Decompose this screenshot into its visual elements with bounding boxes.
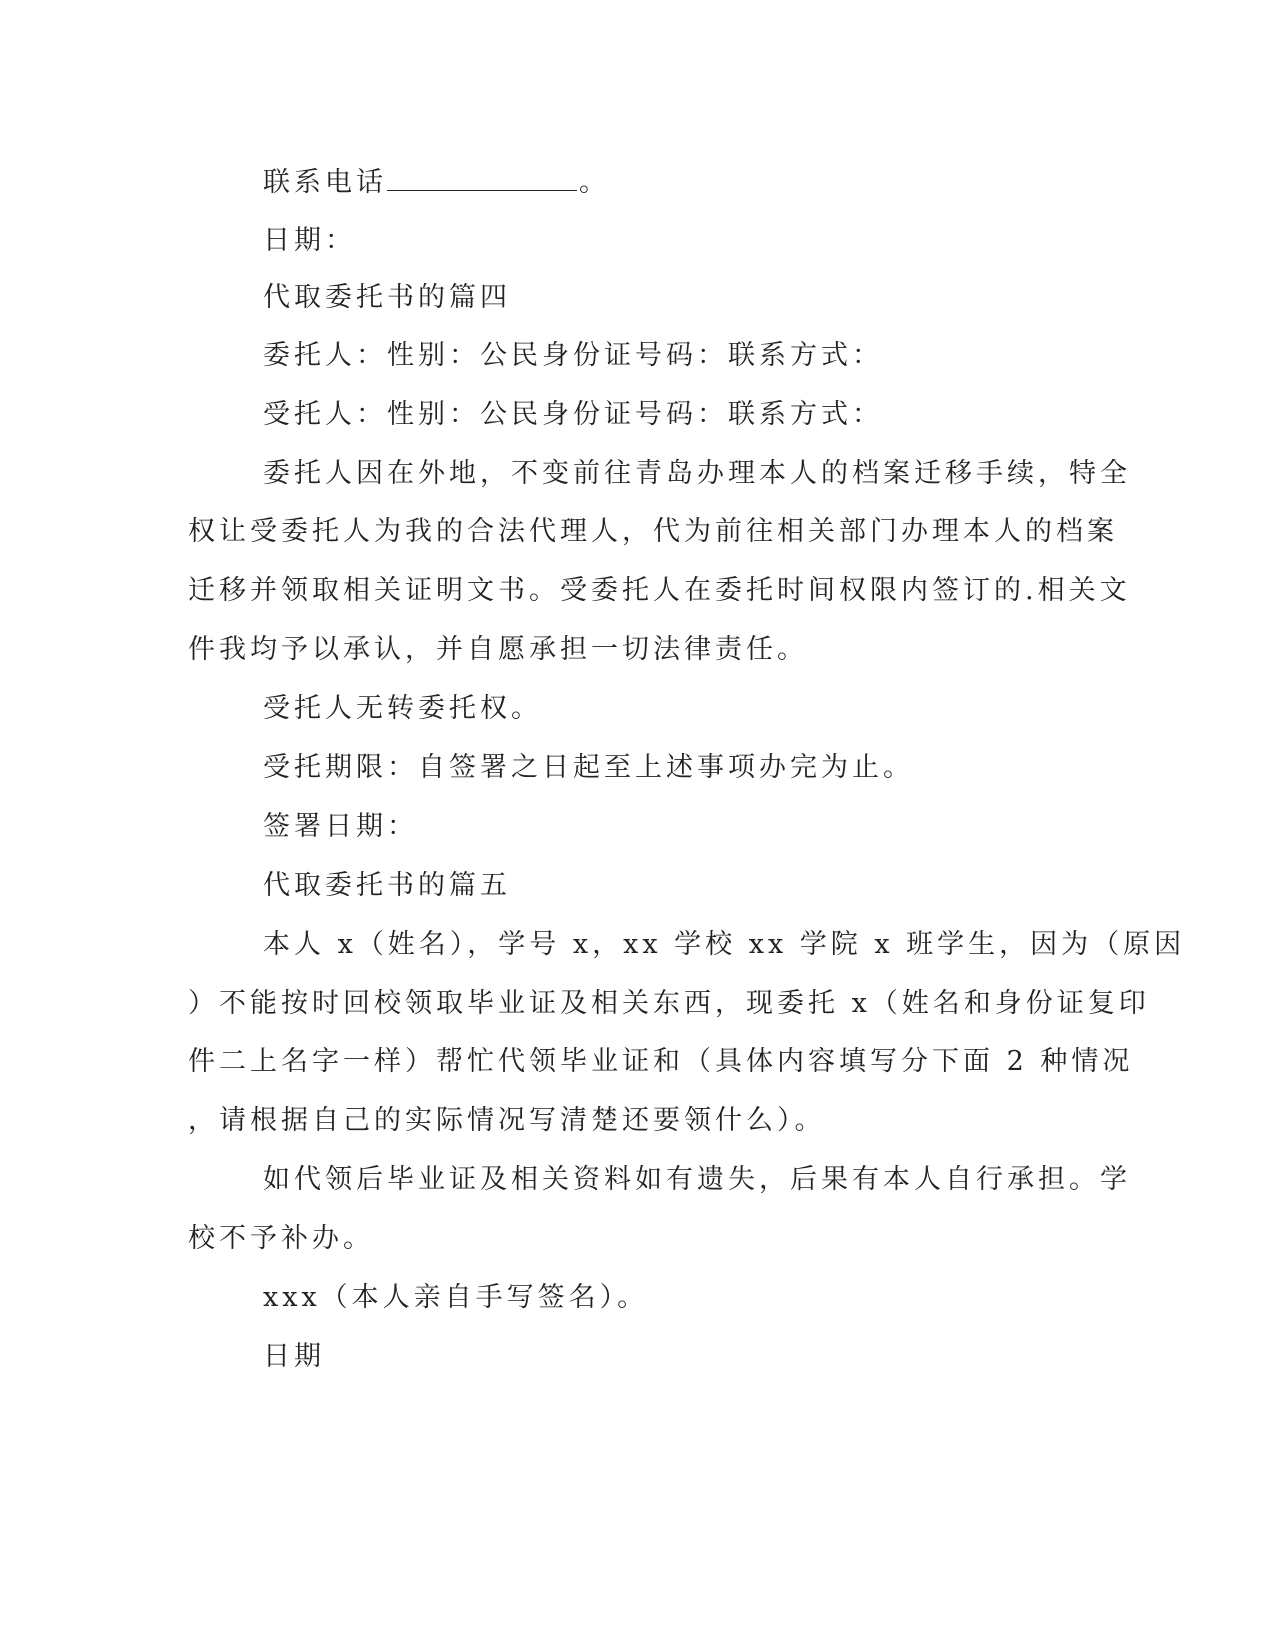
section5-line-1: 本人 x（姓名），学号 x，xx 学校 xx 学院 x 班学生，因为（原因 (263, 929, 1186, 960)
body-line-1: 委托人因在外地，不变前往青岛办理本人的档案迁移手续，特全 (263, 458, 1131, 489)
signature-line: xxx（本人亲自手写签名）。 (263, 1282, 649, 1313)
date-label-2: 日期 (263, 1341, 325, 1372)
sign-date-line: 签署日期： (263, 811, 418, 842)
loss-line-2: 校不予补办。 (188, 1223, 374, 1254)
section5-line-3: 件二上名字一样）帮忙代领毕业证和（具体内容填写分下面 2 种情况 (188, 1046, 1134, 1077)
term-line: 受托期限：自签署之日起至上述事项办完为止。 (263, 752, 914, 783)
date-label-1: 日期： (263, 225, 356, 256)
contact-phone-end: 。 (579, 167, 610, 198)
loss-line-1: 如代领后毕业证及相关资料如有遗失，后果有本人自行承担。学 (263, 1164, 1131, 1195)
body-line-4: 件我均予以承认，并自愿承担一切法律责任。 (188, 634, 808, 665)
agent-line: 受托人：性别：公民身份证号码：联系方式： (263, 399, 883, 430)
body-line-3: 迁移并领取相关证明文书。受委托人在委托时间权限内签订的.相关文 (188, 575, 1131, 606)
section4-title: 代取委托书的篇四 (263, 282, 511, 313)
contact-phone-line (263, 165, 1088, 201)
body-line-2: 权让受委托人为我的合法代理人，代为前往相关部门办理本人的档案 (188, 516, 1118, 547)
principal-line: 委托人：性别：公民身份证号码：联系方式： (263, 340, 883, 371)
section5-line-4: ，请根据自己的实际情况写清楚还要领什么）。 (188, 1105, 826, 1136)
section5-title: 代取委托书的篇五 (263, 870, 511, 901)
section5-line-2: ）不能按时回校领取毕业证及相关东西，现委托 x（姓名和身份证复印 (188, 988, 1150, 1019)
contact-phone-blank (387, 166, 577, 191)
no-subdelegation-line: 受托人无转委托权。 (263, 693, 542, 724)
contact-phone-label: 联系电话 (263, 167, 387, 198)
